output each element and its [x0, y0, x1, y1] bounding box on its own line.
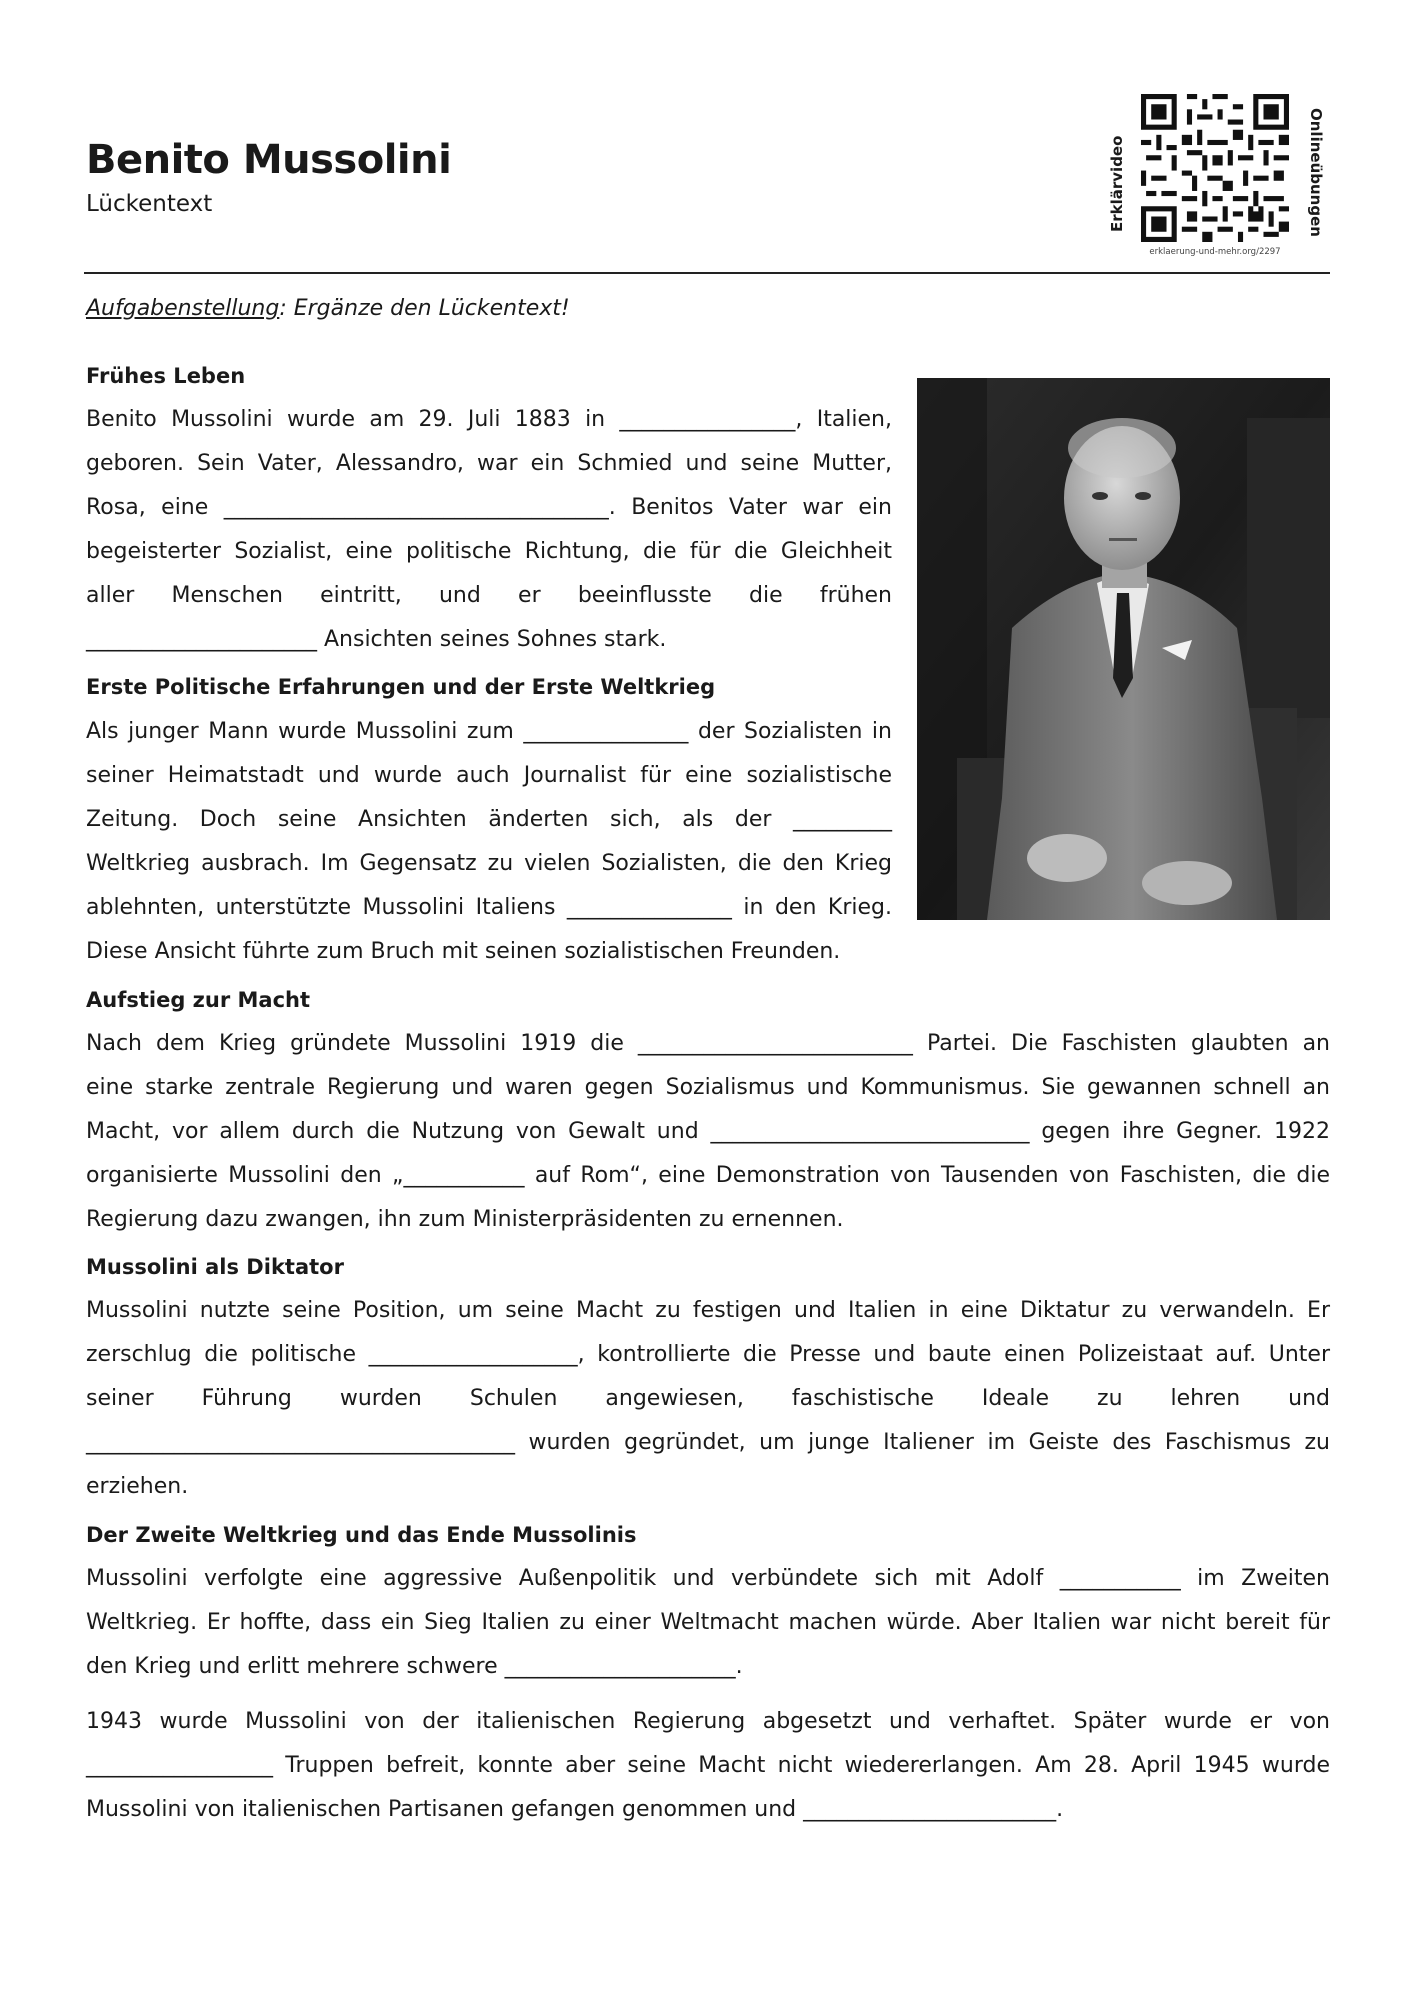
text-line: Mussolini verfolgte eine aggressive Außenpolitik und verbündete sich mit Adolf ___________ im Zweiten	[86, 1566, 1330, 1591]
qr-label-exercises: Onlineübungen	[1307, 108, 1325, 237]
text-line: eine starke zentrale Regierung und waren gegen Sozialismus und Kommunismus. Sie gewannen schnell an	[86, 1075, 1330, 1100]
text-line: begeisterter Sozialist, eine politische Richtung, die für die Gleichheit	[86, 539, 892, 564]
text-line: Zeitung. Doch seine Ansichten änderten sich, als der _________	[86, 807, 892, 832]
text-line: Macht, vor allem durch die Nutzung von Gewalt und _____________________________ gegen ihre Gegner. 1922	[86, 1119, 1330, 1144]
section-paragraph	[86, 1289, 1330, 1509]
text-line: seiner Führung wurden Schulen angewiesen, faschistische Ideale zu lehren und	[86, 1386, 1330, 1411]
section-heading: Erste Politische Erfahrungen und der Erste Weltkrieg	[86, 675, 716, 699]
page-title: Benito Mussolini	[86, 137, 452, 183]
portrait-photo	[917, 378, 1330, 920]
text-line: _____________________ Ansichten seines Sohnes stark.	[86, 627, 667, 652]
task-instruction	[86, 296, 570, 321]
text-line: geboren. Sein Vater, Alessandro, war ein Schmied und seine Mutter,	[86, 451, 892, 476]
text-line: erziehen.	[86, 1474, 189, 1499]
task-label: Aufgabenstellung	[86, 296, 280, 321]
text-line: den Krieg und erlitt mehrere schwere _____________________.	[86, 1654, 743, 1679]
text-line: organisierte Mussolini den „___________ auf Rom“, eine Demonstration von Tausenden von Faschisten, die die	[86, 1163, 1330, 1188]
text-line: 1943 wurde Mussolini von der italienischen Regierung abgesetzt und verhaftet. Später wurde er von	[86, 1709, 1330, 1734]
page-subtitle: Lückentext	[86, 191, 213, 217]
header-divider	[84, 272, 1330, 274]
text-line: _______________________________________ wurden gegründet, um junge Italiener im Geiste des Faschismus zu	[86, 1430, 1330, 1455]
qr-url: erklaerung-und-mehr.org/2297	[1149, 247, 1281, 257]
text-line: Weltkrieg. Er hoffte, dass ein Sieg Italien zu einer Weltmacht machen würde. Aber Italien war nicht bereit für	[86, 1610, 1330, 1635]
text-line: Rosa, eine ___________________________________. Benitos Vater war ein	[86, 495, 892, 520]
section-paragraph	[86, 1557, 1330, 1689]
text-line: Diese Ansicht führte zum Bruch mit seinen sozialistischen Freunden.	[86, 939, 841, 964]
text-line: Mussolini nutzte seine Position, um seine Macht zu festigen und Italien in eine Diktatur zu verwandeln. Er	[86, 1298, 1330, 1323]
text-line: Mussolini von italienischen Partisanen gefangen genommen und _______________________.	[86, 1797, 1064, 1822]
text-line: zerschlug die politische ___________________, kontrollierte die Presse und baute einen Polizeistaat auf. Unter	[86, 1342, 1330, 1367]
section-paragraph	[86, 1700, 1330, 1832]
text-line: aller Menschen eintritt, und er beeinflusste die frühen	[86, 583, 892, 608]
qr-code-icon[interactable]	[1141, 94, 1289, 242]
section-heading: Mussolini als Diktator	[86, 1255, 344, 1279]
section-paragraph	[86, 398, 892, 662]
section-heading: Frühes Leben	[86, 364, 246, 388]
section-paragraph	[86, 1022, 1330, 1242]
text-line: Regierung dazu zwangen, ihn zum Ministerpräsidenten zu ernennen.	[86, 1207, 844, 1232]
text-line: ablehnten, unterstützte Mussolini Italiens _______________ in den Krieg.	[86, 895, 892, 920]
text-line: seiner Heimatstadt und wurde auch Journalist für eine sozialistische	[86, 763, 892, 788]
task-text: : Ergänze den Lückentext!	[279, 296, 570, 321]
section-heading: Der Zweite Weltkrieg und das Ende Mussolinis	[86, 1523, 637, 1547]
text-line: _________________ Truppen befreit, konnte aber seine Macht nicht wiedererlangen. Am 28. April 1945 wurde	[86, 1753, 1330, 1778]
section-paragraph	[86, 710, 892, 974]
section-heading: Aufstieg zur Macht	[86, 988, 311, 1012]
qr-label-video: Erklärvideo	[1108, 135, 1126, 232]
text-line: Nach dem Krieg gründete Mussolini 1919 die _________________________ Partei. Die Faschisten glaubten an	[86, 1031, 1330, 1056]
text-line: Als junger Mann wurde Mussolini zum _______________ der Sozialisten in	[86, 719, 892, 744]
text-line: Weltkrieg ausbrach. Im Gegensatz zu vielen Sozialisten, die den Krieg	[86, 851, 892, 876]
text-line: Benito Mussolini wurde am 29. Juli 1883 in ________________, Italien,	[86, 407, 892, 432]
